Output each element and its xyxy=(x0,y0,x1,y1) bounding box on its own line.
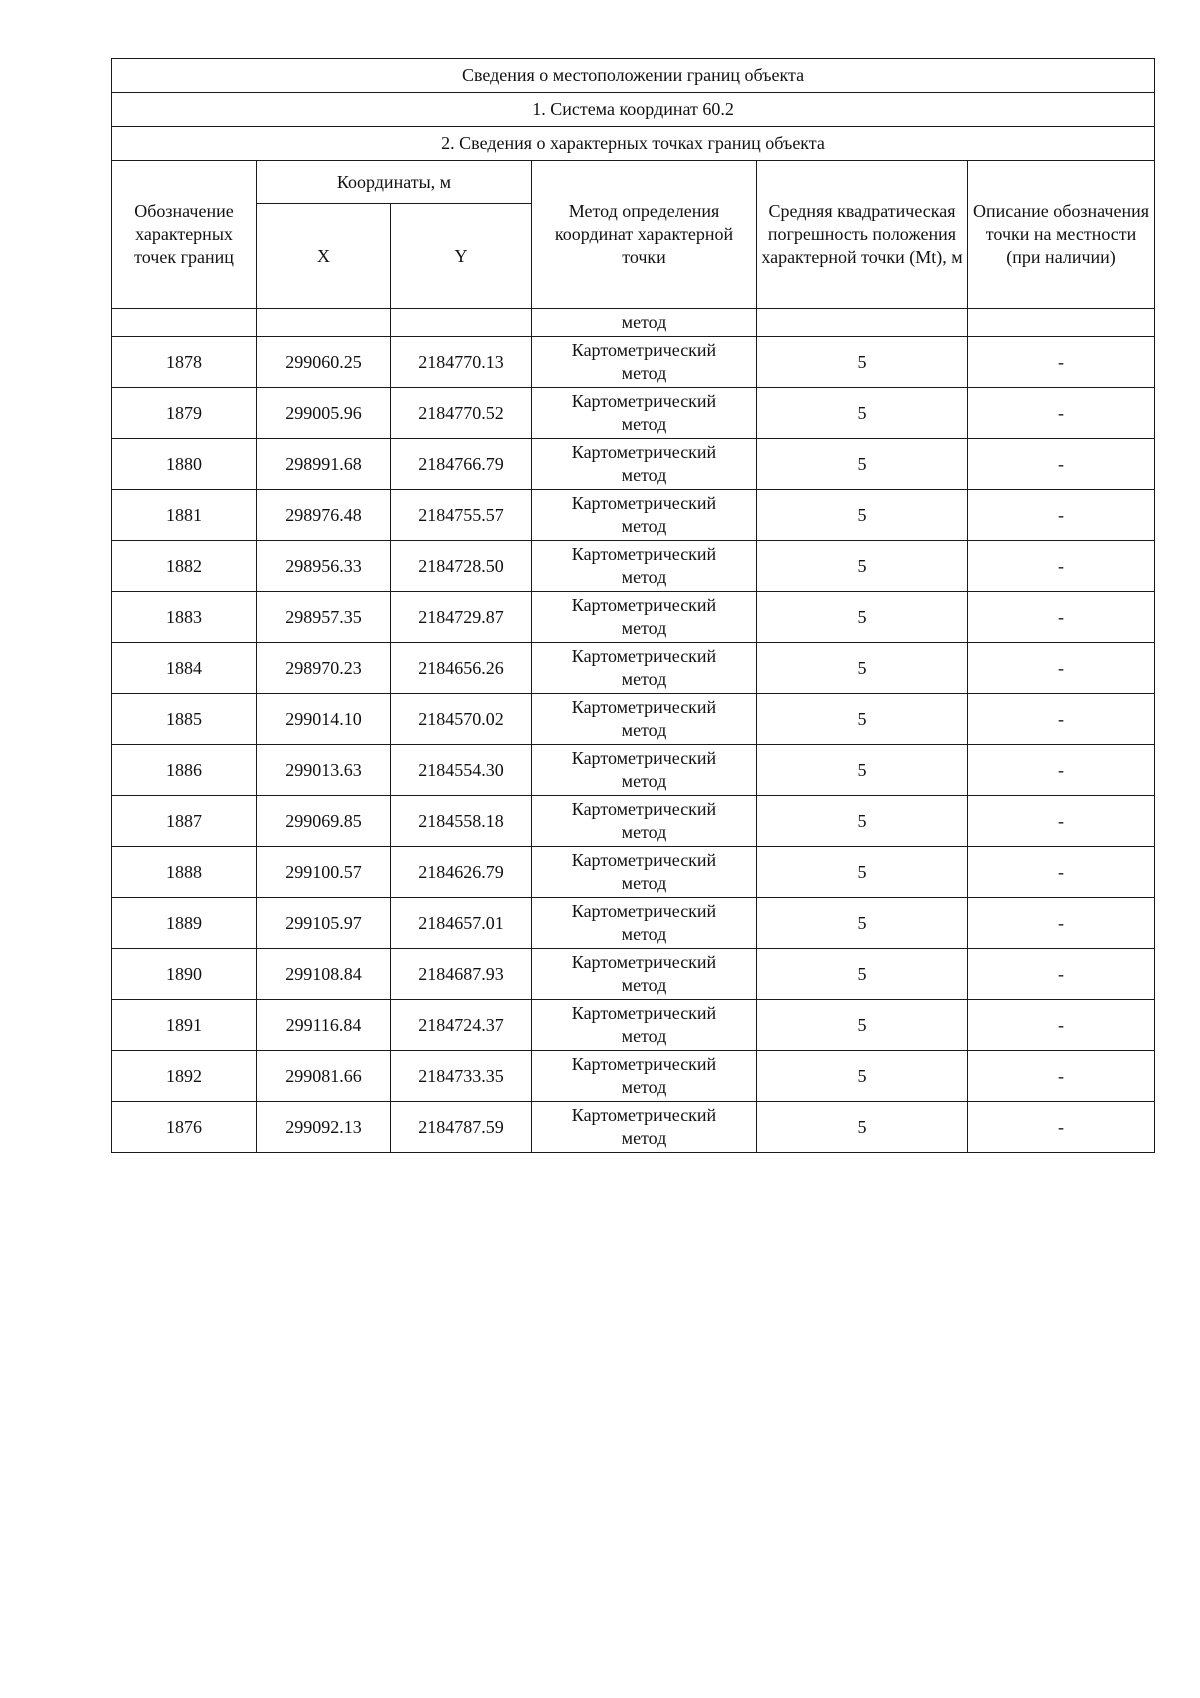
table-title: Сведения о местоположении границ объекта xyxy=(112,59,1155,93)
x-coordinate-cell: 299081.66 xyxy=(257,1051,391,1102)
method-text: метод xyxy=(621,771,667,791)
table-row xyxy=(112,1102,1155,1153)
method-cell xyxy=(532,898,757,949)
y-coordinate-cell: 2184766.79 xyxy=(391,439,532,490)
points-section-row xyxy=(112,127,1155,161)
method-cell xyxy=(532,541,757,592)
method-cell xyxy=(532,592,757,643)
method-text: Картометрический xyxy=(571,442,717,462)
table-row xyxy=(112,1051,1155,1102)
method-cell xyxy=(532,337,757,388)
table-row xyxy=(112,439,1155,490)
y-coordinate-cell: 2184729.87 xyxy=(391,592,532,643)
description-cell: - xyxy=(968,949,1155,1000)
error-cell: 5 xyxy=(757,439,968,490)
method-cell xyxy=(532,439,757,490)
x-header: X xyxy=(257,204,391,309)
error-cell: 5 xyxy=(757,1051,968,1102)
method-text: Картометрический xyxy=(571,595,717,615)
y-coordinate-cell: 2184687.93 xyxy=(391,949,532,1000)
description-cell: - xyxy=(968,1102,1155,1153)
method-text: метод xyxy=(621,618,667,638)
description-cell: - xyxy=(968,592,1155,643)
error-cell: 5 xyxy=(757,490,968,541)
continuation-cell-empty xyxy=(391,309,532,337)
point-cell: 1892 xyxy=(112,1051,257,1102)
point-cell: 1887 xyxy=(112,796,257,847)
y-coordinate-cell: 2184755.57 xyxy=(391,490,532,541)
method-text: метод xyxy=(621,465,667,485)
error-header: Средняя квадратическая погрешность положения характерной точки (Mt), м xyxy=(757,161,968,309)
point-cell: 1890 xyxy=(112,949,257,1000)
description-cell: - xyxy=(968,541,1155,592)
method-text: Картометрический xyxy=(571,952,717,972)
table-row xyxy=(112,949,1155,1000)
x-coordinate-cell: 299092.13 xyxy=(257,1102,391,1153)
method-cell xyxy=(532,1000,757,1051)
boundary-points-table xyxy=(111,58,1155,1153)
error-cell: 5 xyxy=(757,337,968,388)
point-cell: 1891 xyxy=(112,1000,257,1051)
error-cell: 5 xyxy=(757,541,968,592)
point-cell: 1878 xyxy=(112,337,257,388)
x-coordinate-cell: 298957.35 xyxy=(257,592,391,643)
table-row xyxy=(112,337,1155,388)
method-header: Метод определения координат характерной точки xyxy=(532,161,757,309)
error-cell: 5 xyxy=(757,847,968,898)
y-coordinate-cell: 2184728.50 xyxy=(391,541,532,592)
method-cell xyxy=(532,1102,757,1153)
method-text: метод xyxy=(621,720,667,740)
method-text: Картометрический xyxy=(571,697,717,717)
error-cell: 5 xyxy=(757,745,968,796)
description-cell: - xyxy=(968,1000,1155,1051)
point-cell: 1876 xyxy=(112,1102,257,1153)
error-cell: 5 xyxy=(757,592,968,643)
x-coordinate-cell: 299014.10 xyxy=(257,694,391,745)
x-coordinate-cell: 299105.97 xyxy=(257,898,391,949)
x-coordinate-cell: 299116.84 xyxy=(257,1000,391,1051)
description-cell: - xyxy=(968,388,1155,439)
table-row xyxy=(112,796,1155,847)
table-row xyxy=(112,490,1155,541)
x-coordinate-cell: 298991.68 xyxy=(257,439,391,490)
x-coordinate-cell: 299100.57 xyxy=(257,847,391,898)
continuation-method-cell: метод xyxy=(532,309,757,337)
method-text: метод xyxy=(621,363,667,383)
continuation-row xyxy=(112,309,1155,337)
method-cell xyxy=(532,694,757,745)
table-row xyxy=(112,745,1155,796)
y-coordinate-cell: 2184570.02 xyxy=(391,694,532,745)
method-text: Картометрический xyxy=(571,1105,717,1125)
method-cell xyxy=(532,847,757,898)
error-cell: 5 xyxy=(757,1000,968,1051)
point-cell: 1881 xyxy=(112,490,257,541)
y-coordinate-cell: 2184724.37 xyxy=(391,1000,532,1051)
title-row xyxy=(112,59,1155,93)
description-cell: - xyxy=(968,1051,1155,1102)
method-text: Картометрический xyxy=(571,340,717,360)
error-cell: 5 xyxy=(757,643,968,694)
method-text: метод xyxy=(621,567,667,587)
method-cell xyxy=(532,643,757,694)
description-cell: - xyxy=(968,490,1155,541)
method-text: метод xyxy=(621,1077,667,1097)
point-cell: 1889 xyxy=(112,898,257,949)
method-cell xyxy=(532,796,757,847)
x-coordinate-cell: 299005.96 xyxy=(257,388,391,439)
point-cell: 1886 xyxy=(112,745,257,796)
method-text: метод xyxy=(621,669,667,689)
y-coordinate-cell: 2184554.30 xyxy=(391,745,532,796)
coordinate-system-row xyxy=(112,93,1155,127)
method-text: метод xyxy=(621,1128,667,1148)
method-text: метод xyxy=(621,414,667,434)
error-cell: 5 xyxy=(757,949,968,1000)
method-cell xyxy=(532,388,757,439)
method-text: Картометрический xyxy=(571,799,717,819)
continuation-cell-empty xyxy=(968,309,1155,337)
point-cell: 1888 xyxy=(112,847,257,898)
y-coordinate-cell: 2184733.35 xyxy=(391,1051,532,1102)
table-row xyxy=(112,592,1155,643)
table-row xyxy=(112,1000,1155,1051)
table-row xyxy=(112,694,1155,745)
table-row xyxy=(112,388,1155,439)
method-text: Картометрический xyxy=(571,748,717,768)
y-coordinate-cell: 2184656.26 xyxy=(391,643,532,694)
method-cell xyxy=(532,949,757,1000)
description-cell: - xyxy=(968,796,1155,847)
method-cell xyxy=(532,490,757,541)
x-coordinate-cell: 298970.23 xyxy=(257,643,391,694)
continuation-cell-empty xyxy=(112,309,257,337)
method-text: Картометрический xyxy=(571,1003,717,1023)
error-cell: 5 xyxy=(757,796,968,847)
method-text: Картометрический xyxy=(571,850,717,870)
method-text: метод xyxy=(621,873,667,893)
y-coordinate-cell: 2184770.13 xyxy=(391,337,532,388)
table-row xyxy=(112,898,1155,949)
method-cell xyxy=(532,745,757,796)
y-coordinate-cell: 2184770.52 xyxy=(391,388,532,439)
continuation-cell-empty xyxy=(757,309,968,337)
point-cell: 1879 xyxy=(112,388,257,439)
x-coordinate-cell: 298976.48 xyxy=(257,490,391,541)
method-cell xyxy=(532,1051,757,1102)
error-cell: 5 xyxy=(757,694,968,745)
method-text: Картометрический xyxy=(571,391,717,411)
error-cell: 5 xyxy=(757,388,968,439)
table-row xyxy=(112,643,1155,694)
table-row xyxy=(112,847,1155,898)
coordinate-system-label: 1. Система координат 60.2 xyxy=(112,93,1155,127)
y-coordinate-cell: 2184657.01 xyxy=(391,898,532,949)
x-coordinate-cell: 299069.85 xyxy=(257,796,391,847)
points-section-label: 2. Сведения о характерных точках границ объекта xyxy=(112,127,1155,161)
method-text: метод xyxy=(621,1026,667,1046)
description-cell: - xyxy=(968,337,1155,388)
continuation-cell-empty xyxy=(257,309,391,337)
x-coordinate-cell: 299060.25 xyxy=(257,337,391,388)
description-header: Описание обозначения точки на местности (при наличии) xyxy=(968,161,1155,309)
method-text: метод xyxy=(621,822,667,842)
x-coordinate-cell: 299013.63 xyxy=(257,745,391,796)
point-cell: 1880 xyxy=(112,439,257,490)
description-cell: - xyxy=(968,439,1155,490)
description-cell: - xyxy=(968,643,1155,694)
error-cell: 5 xyxy=(757,1102,968,1153)
coordinates-header: Координаты, м xyxy=(257,161,532,204)
method-text: метод xyxy=(621,924,667,944)
point-cell: 1883 xyxy=(112,592,257,643)
column-header-row xyxy=(112,161,1155,204)
description-cell: - xyxy=(968,745,1155,796)
method-text: Картометрический xyxy=(571,646,717,666)
method-text: метод xyxy=(621,975,667,995)
x-coordinate-cell: 298956.33 xyxy=(257,541,391,592)
error-cell: 5 xyxy=(757,898,968,949)
point-cell: 1882 xyxy=(112,541,257,592)
y-coordinate-cell: 2184787.59 xyxy=(391,1102,532,1153)
description-cell: - xyxy=(968,694,1155,745)
description-cell: - xyxy=(968,847,1155,898)
y-header: Y xyxy=(391,204,532,309)
point-designation-header: Обозначение характерных точек границ xyxy=(112,161,257,309)
x-coordinate-cell: 299108.84 xyxy=(257,949,391,1000)
description-cell: - xyxy=(968,898,1155,949)
point-cell: 1885 xyxy=(112,694,257,745)
y-coordinate-cell: 2184626.79 xyxy=(391,847,532,898)
y-coordinate-cell: 2184558.18 xyxy=(391,796,532,847)
method-text: метод xyxy=(621,516,667,536)
table-row xyxy=(112,541,1155,592)
method-text: Картометрический xyxy=(571,493,717,513)
point-cell: 1884 xyxy=(112,643,257,694)
method-text: Картометрический xyxy=(571,901,717,921)
method-text: Картометрический xyxy=(571,544,717,564)
method-text: Картометрический xyxy=(571,1054,717,1074)
